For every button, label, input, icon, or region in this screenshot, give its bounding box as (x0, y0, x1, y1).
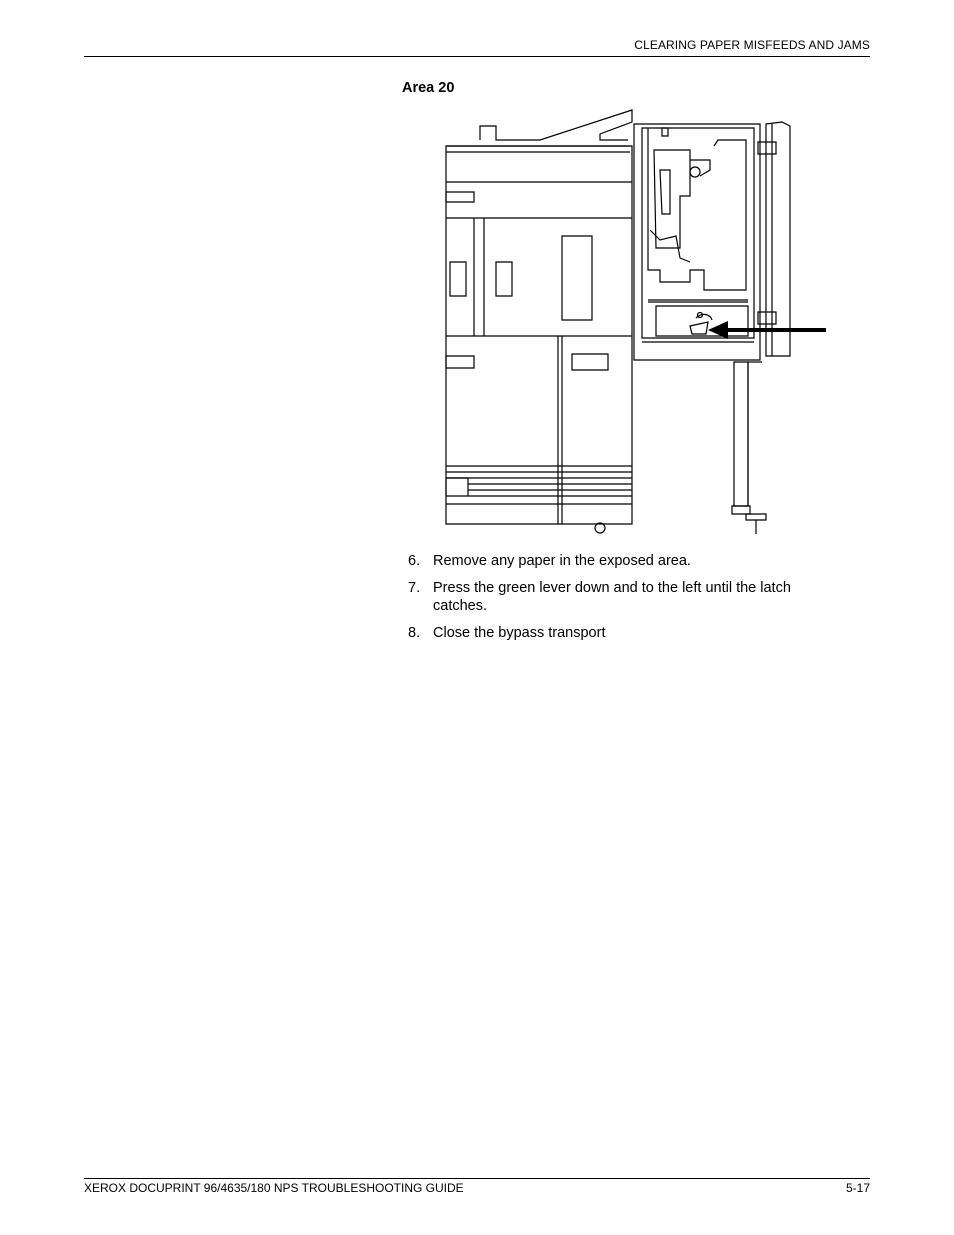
step-7 (402, 579, 842, 615)
right-door (766, 122, 790, 356)
section-title: Area 20 (402, 80, 455, 96)
step-8 (402, 624, 842, 642)
running-header: CLEARING PAPER MISFEEDS AND JAMS (634, 38, 870, 52)
step-number: 7. (408, 580, 421, 596)
procedure-steps (402, 552, 842, 651)
step-text: Remove any paper in the exposed area. (433, 553, 691, 569)
header-rule (84, 56, 870, 57)
step-6 (402, 552, 842, 570)
footer-page-number: 5-17 (845, 1181, 870, 1195)
step-number: 6. (408, 553, 421, 569)
step-text: Close the bypass transport (433, 625, 606, 641)
footer-guide-title: XEROX DOCUPRINT 96/4635/180 NPS TROUBLESHOOTING GUIDE (84, 1181, 464, 1195)
step-text: Press the green lever down and to the left until the latch catches. (433, 580, 791, 614)
green-lever-icon (690, 322, 708, 334)
footer-rule (84, 1178, 870, 1179)
printer-bypass-transport-illustration (440, 100, 835, 540)
top-lid (480, 110, 632, 140)
step-number: 8. (408, 625, 421, 641)
